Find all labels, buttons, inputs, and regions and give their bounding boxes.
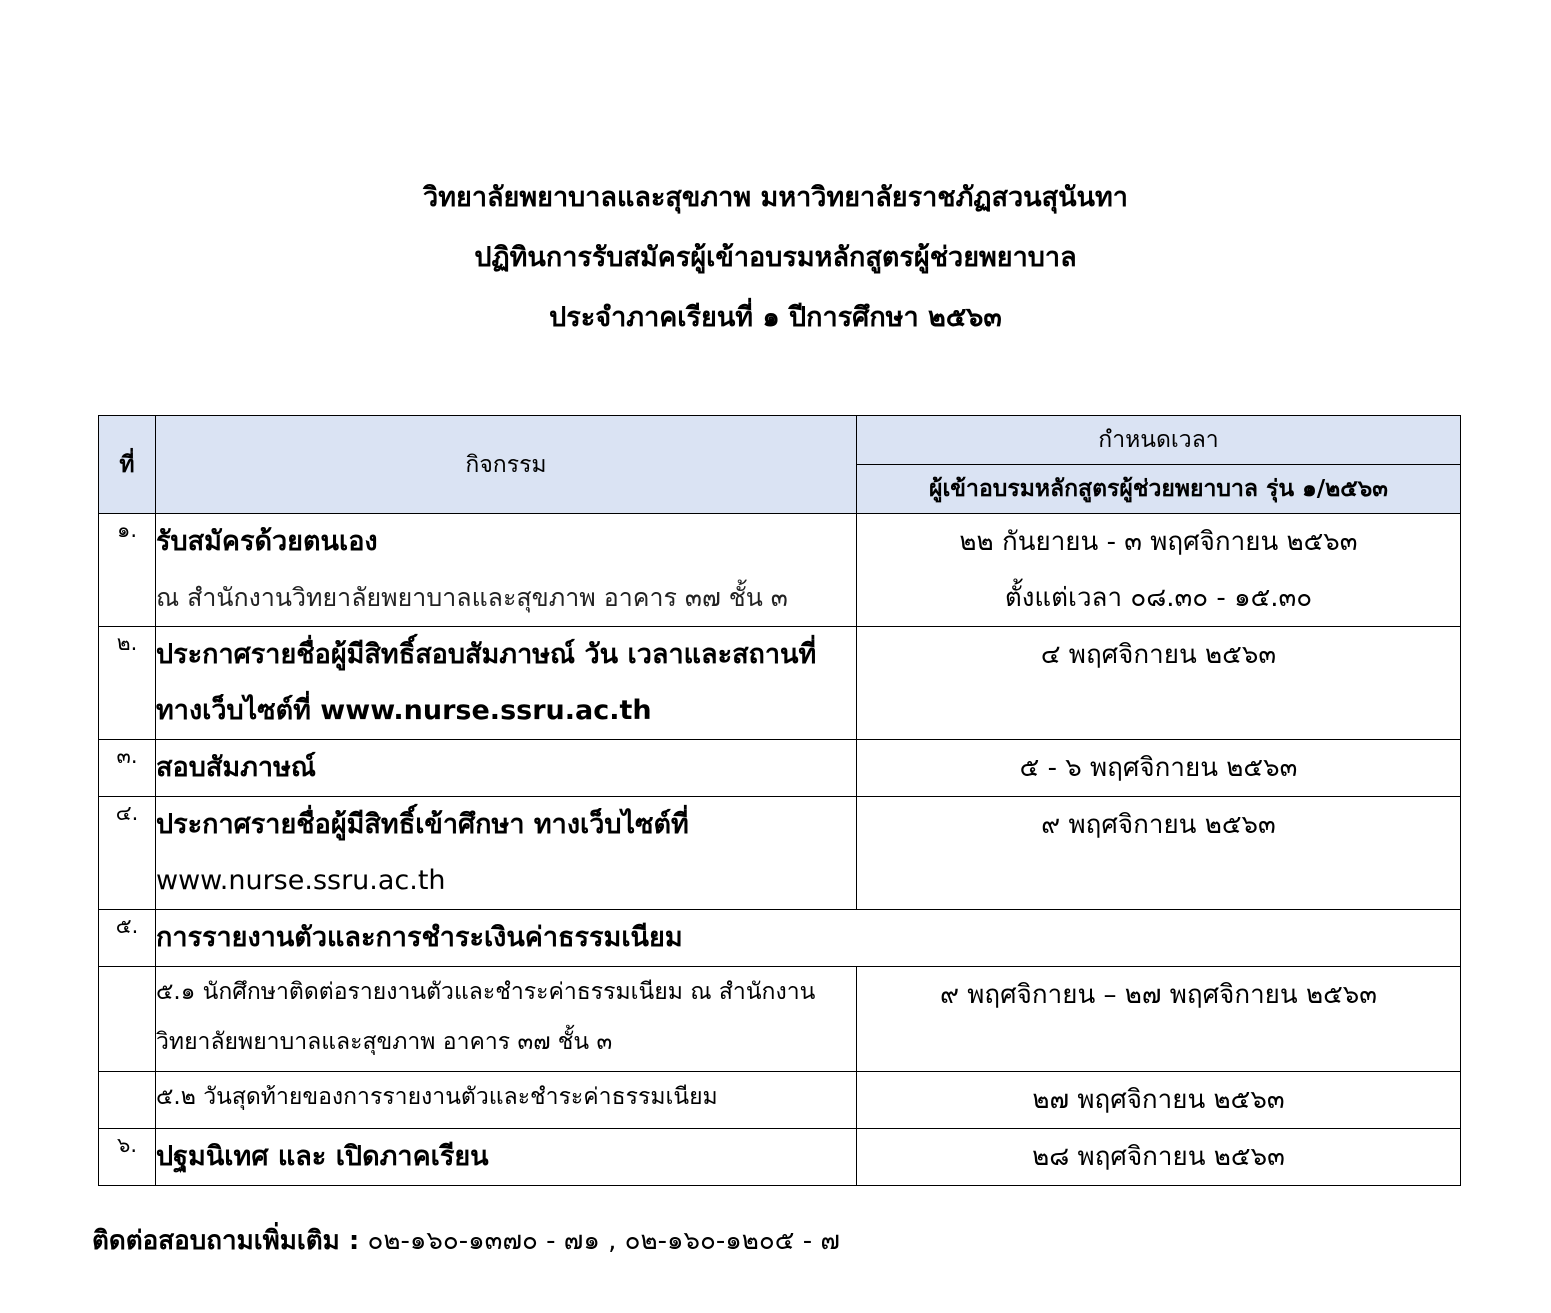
date-cell xyxy=(857,1129,1461,1186)
document-title xyxy=(0,170,1551,350)
activity-cell xyxy=(156,514,857,627)
title-line-semester: ประจำภาคเรียนที่ ๑ ปีการศึกษา ๒๕๖๓ xyxy=(549,302,1002,333)
row-number: ๕. xyxy=(99,910,156,967)
time-range: ตั้งแต่เวลา ๐๘.๓๐ - ๑๕.๓๐ xyxy=(1004,583,1313,613)
table-row xyxy=(99,797,1461,910)
activity-cell xyxy=(156,1072,857,1129)
header-activity: กิจกรรม xyxy=(156,416,857,514)
row-number: ๔. xyxy=(99,797,156,910)
contact-phones: ๐๒-๑๖๐-๑๓๗๐ - ๗๑ , ๐๒-๑๖๐-๑๒๐๕ - ๗ xyxy=(359,1226,840,1256)
date-value: ๒๗ พฤศจิกายน ๒๕๖๓ xyxy=(1032,1085,1285,1115)
activity-cell xyxy=(156,967,857,1072)
contact-info xyxy=(92,1220,840,1261)
activity-title: รับสมัครด้วยตนเอง xyxy=(156,526,378,557)
date-cell xyxy=(857,514,1461,627)
date-cell xyxy=(857,967,1461,1072)
activity-title: ประกาศรายชื่อผู้มีสิทธิ์สอบสัมภาษณ์ วัน เวลาและสถานที่ xyxy=(156,639,817,670)
date-value: ๙ พฤศจิกายน ๒๕๖๓ xyxy=(1041,810,1276,840)
date-range: ๙ พฤศจิกายน – ๒๗ พฤศจิกายน ๒๕๖๓ xyxy=(939,980,1378,1010)
date-cell xyxy=(857,740,1461,797)
table-row xyxy=(99,740,1461,797)
date-value: ๒๘ พฤศจิกายน ๒๕๖๓ xyxy=(1032,1142,1285,1172)
table-row xyxy=(99,967,1461,1072)
title-line-calendar: ปฏิทินการรับสมัครผู้เข้าอบรมหลักสูตรผู้ช่วยพยาบาล xyxy=(474,242,1077,273)
table-row xyxy=(99,1072,1461,1129)
activity-website-line: www.nurse.ssru.ac.th xyxy=(156,865,446,896)
row-number: ๑. xyxy=(99,514,156,627)
contact-label: ติดต่อสอบถามเพิ่มเติม : xyxy=(92,1226,360,1256)
header-no: ที่ xyxy=(99,416,156,514)
activity-title: ปฐมนิเทศ และ เปิดภาคเรียน xyxy=(156,1141,489,1172)
row-number: ๓. xyxy=(99,740,156,797)
table-row xyxy=(99,910,1461,967)
activity-detail: ณ สำนักงานวิทยาลัยพยาบาลและสุขภาพ อาคาร ๓๗ ชั้น ๓ xyxy=(156,583,788,612)
header-schedule: กำหนดเวลา xyxy=(857,416,1461,465)
date-range: ๒๒ กันยายน - ๓ พฤศจิกายน ๒๕๖๓ xyxy=(959,527,1358,557)
date-cell xyxy=(857,1072,1461,1129)
header-schedule-cohort: ผู้เข้าอบรมหลักสูตรผู้ช่วยพยาบาล รุ่น ๑/๒๕๖๓ xyxy=(857,465,1461,514)
date-cell xyxy=(857,797,1461,910)
date-value: ๕ - ๖ พฤศจิกายน ๒๕๖๓ xyxy=(1019,753,1298,783)
row-number xyxy=(99,967,156,1072)
activity-cell xyxy=(156,1129,857,1186)
date-value: ๔ พฤศจิกายน ๒๕๖๓ xyxy=(1040,640,1277,670)
row-number xyxy=(99,1072,156,1129)
activity-title: สอบสัมภาษณ์ xyxy=(156,752,316,783)
table-row xyxy=(99,1129,1461,1186)
activity-title: การรายงานตัวและการชำระเงินค่าธรรมเนียม xyxy=(156,922,683,953)
date-cell xyxy=(857,627,1461,740)
activity-detail: ๕.๒ วันสุดท้ายของการรายงานตัวและชำระค่าธรรมเนียม xyxy=(156,1084,718,1110)
row-number: ๒. xyxy=(99,627,156,740)
activity-detail-location: วิทยาลัยพยาบาลและสุขภาพ อาคาร ๓๗ ชั้น ๓ xyxy=(156,1029,613,1055)
activity-cell xyxy=(156,740,857,797)
activity-website-line: ทางเว็บไซต์ที่ www.nurse.ssru.ac.th xyxy=(156,695,652,726)
title-line-institution: วิทยาลัยพยาบาลและสุขภาพ มหาวิทยาลัยราชภัฏสวนสุนันทา xyxy=(423,182,1128,213)
activity-cell xyxy=(156,910,1461,967)
table-row xyxy=(99,627,1461,740)
activity-title: ประกาศรายชื่อผู้มีสิทธิ์เข้าศึกษา ทางเว็บไซต์ที่ xyxy=(156,809,689,840)
table-row xyxy=(99,514,1461,627)
schedule-table xyxy=(98,415,1461,1186)
activity-cell xyxy=(156,797,857,910)
row-number: ๖. xyxy=(99,1129,156,1186)
activity-detail: ๕.๑ นักศึกษาติดต่อรายงานตัวและชำระค่าธรรมเนียม ณ สำนักงาน xyxy=(156,979,816,1005)
activity-cell xyxy=(156,627,857,740)
